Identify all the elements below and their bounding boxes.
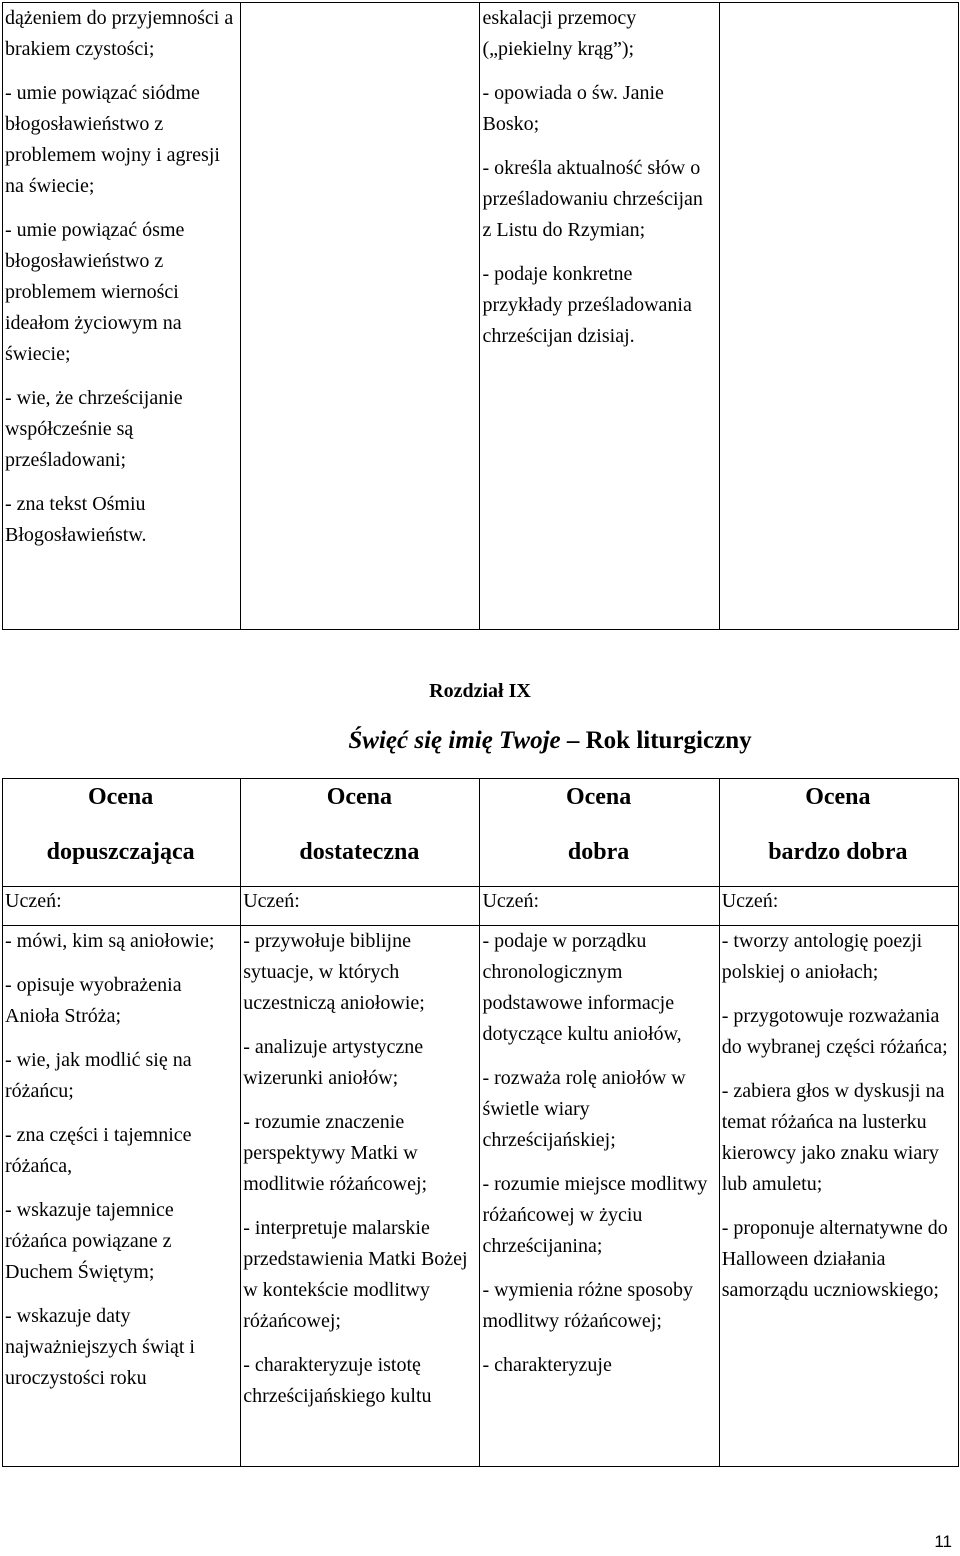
requirement-item: - rozumie miejsce modlitwy różańcowej w życiu chrześcijanina;: [482, 1173, 708, 1257]
continuation-table: [2, 2, 959, 630]
requirement-item: - rozważa rolę aniołów w świetle wiary chrześcijańskiej;: [482, 1067, 686, 1151]
grade-header-dopuszczajaca: [3, 779, 241, 887]
requirement-item: - rozumie znaczenie perspektywy Matki w modlitwie różańcowej;: [243, 1111, 428, 1195]
requirement-item: - przygotowuje rozważania do wybranej części różańca;: [721, 1005, 948, 1058]
continuation-cell-1: [3, 3, 241, 630]
grade-ocena-label: Ocena: [87, 784, 154, 810]
pupil-label: Uczeń:: [719, 887, 958, 926]
grade-header-dobra: [480, 779, 719, 887]
requirement-item: - interpretuje malarskie przedstawienia Matki Bożej w kontekście modlitwy różańcowej;: [243, 1217, 468, 1332]
requirement-item: - opowiada o św. Janie Bosko;: [482, 82, 664, 135]
requirement-item: - podaje konkretne przykłady prześladowania chrześcijan dzisiaj.: [482, 263, 692, 347]
grade-header-dostateczna: [241, 779, 480, 887]
grade-ocena-label: Ocena: [326, 784, 393, 810]
requirement-item: - wskazuje tajemnice różańca powiązane z Duchem Świętym;: [5, 1199, 174, 1283]
grade-header-bardzo-dobra: [719, 779, 958, 887]
requirement-item: - wie, jak modlić się na różańcu;: [5, 1049, 192, 1102]
requirement-item: - umie powiązać siódme błogosławieństwo z problemem wojny i agresji na świecie;: [5, 82, 220, 197]
continuation-cell-4: [719, 3, 958, 630]
chapter-title: [0, 727, 960, 755]
requirement-item: - analizuje artystyczne wizerunki aniołów;: [243, 1036, 424, 1089]
requirement-item: - charakteryzuje: [482, 1354, 612, 1376]
requirement-item: - wskazuje daty najważniejszych świąt i uroczystości roku: [5, 1305, 195, 1389]
requirement-item: - umie powiązać ósme błogosławieństwo z problemem wierności ideałom życiowym na świecie;: [5, 219, 185, 365]
chapter-label: Rozdział IX: [429, 680, 531, 702]
requirement-item: - zabiera głos w dyskusji na temat różańca na lusterku kierowcy jako znaku wiary lub amuletu;: [721, 1080, 945, 1195]
requirements-dopuszczajaca: [3, 926, 241, 1467]
grade-level: bardzo dobra: [768, 839, 908, 865]
requirement-item: - proponuje alternatywne do Halloween działania samorządu uczniowskiego;: [721, 1217, 948, 1301]
requirement-item: - zna części i tajemnice różańca,: [5, 1124, 192, 1177]
continuation-cell-2: [241, 3, 480, 630]
requirement-item: eskalacji przemocy („piekielny krąg”);: [482, 7, 637, 60]
requirement-item: - określa aktualność słów o prześladowaniu chrześcijan z Listu do Rzymian;: [482, 157, 703, 241]
requirements-bardzo-dobra: [719, 926, 958, 1467]
continuation-cell-3: [480, 3, 719, 630]
chapter-title-italic: Święć się imię Twoje: [348, 727, 561, 754]
requirement-item: - wie, że chrześcijanie współcześnie są prześladowani;: [5, 387, 183, 471]
requirements-dostateczna: [241, 926, 480, 1467]
requirements-dobra: [480, 926, 719, 1467]
requirement-item: - zna tekst Ośmiu Błogosławieństw.: [5, 493, 147, 546]
grade-level: dostateczna: [299, 839, 420, 865]
requirement-item: - przywołuje biblijne sytuacje, w których uczestniczą aniołowie;: [243, 930, 425, 1014]
pupil-label: Uczeń:: [480, 887, 719, 926]
requirement-item: - wymienia różne sposoby modlitwy różańcowej;: [482, 1279, 693, 1332]
chapter-title-rest: – Rok liturgiczny: [560, 727, 752, 754]
requirement-item: - tworzy antologię poezji polskiej o aniołach;: [721, 930, 923, 983]
requirement-item: - opisuje wyobrażenia Anioła Stróża;: [5, 974, 182, 1027]
grades-table: [2, 778, 959, 1467]
pupil-label: Uczeń:: [3, 887, 241, 926]
requirement-item: dążeniem do przyjemności a brakiem czystości;: [5, 7, 234, 60]
grade-ocena-label: Ocena: [805, 784, 871, 810]
grade-level: dobra: [567, 839, 630, 865]
grade-level: dopuszczająca: [46, 839, 195, 865]
pupil-label: Uczeń:: [241, 887, 480, 926]
requirement-item: - podaje w porządku chronologicznym podstawowe informacje dotyczące kultu aniołów,: [482, 930, 682, 1045]
requirement-item: - charakteryzuje istotę chrześcijańskiego kultu: [243, 1354, 432, 1407]
page-number: 11: [934, 1532, 952, 1551]
grade-ocena-label: Ocena: [565, 784, 632, 810]
requirement-item: - mówi, kim są aniołowie;: [5, 930, 215, 952]
